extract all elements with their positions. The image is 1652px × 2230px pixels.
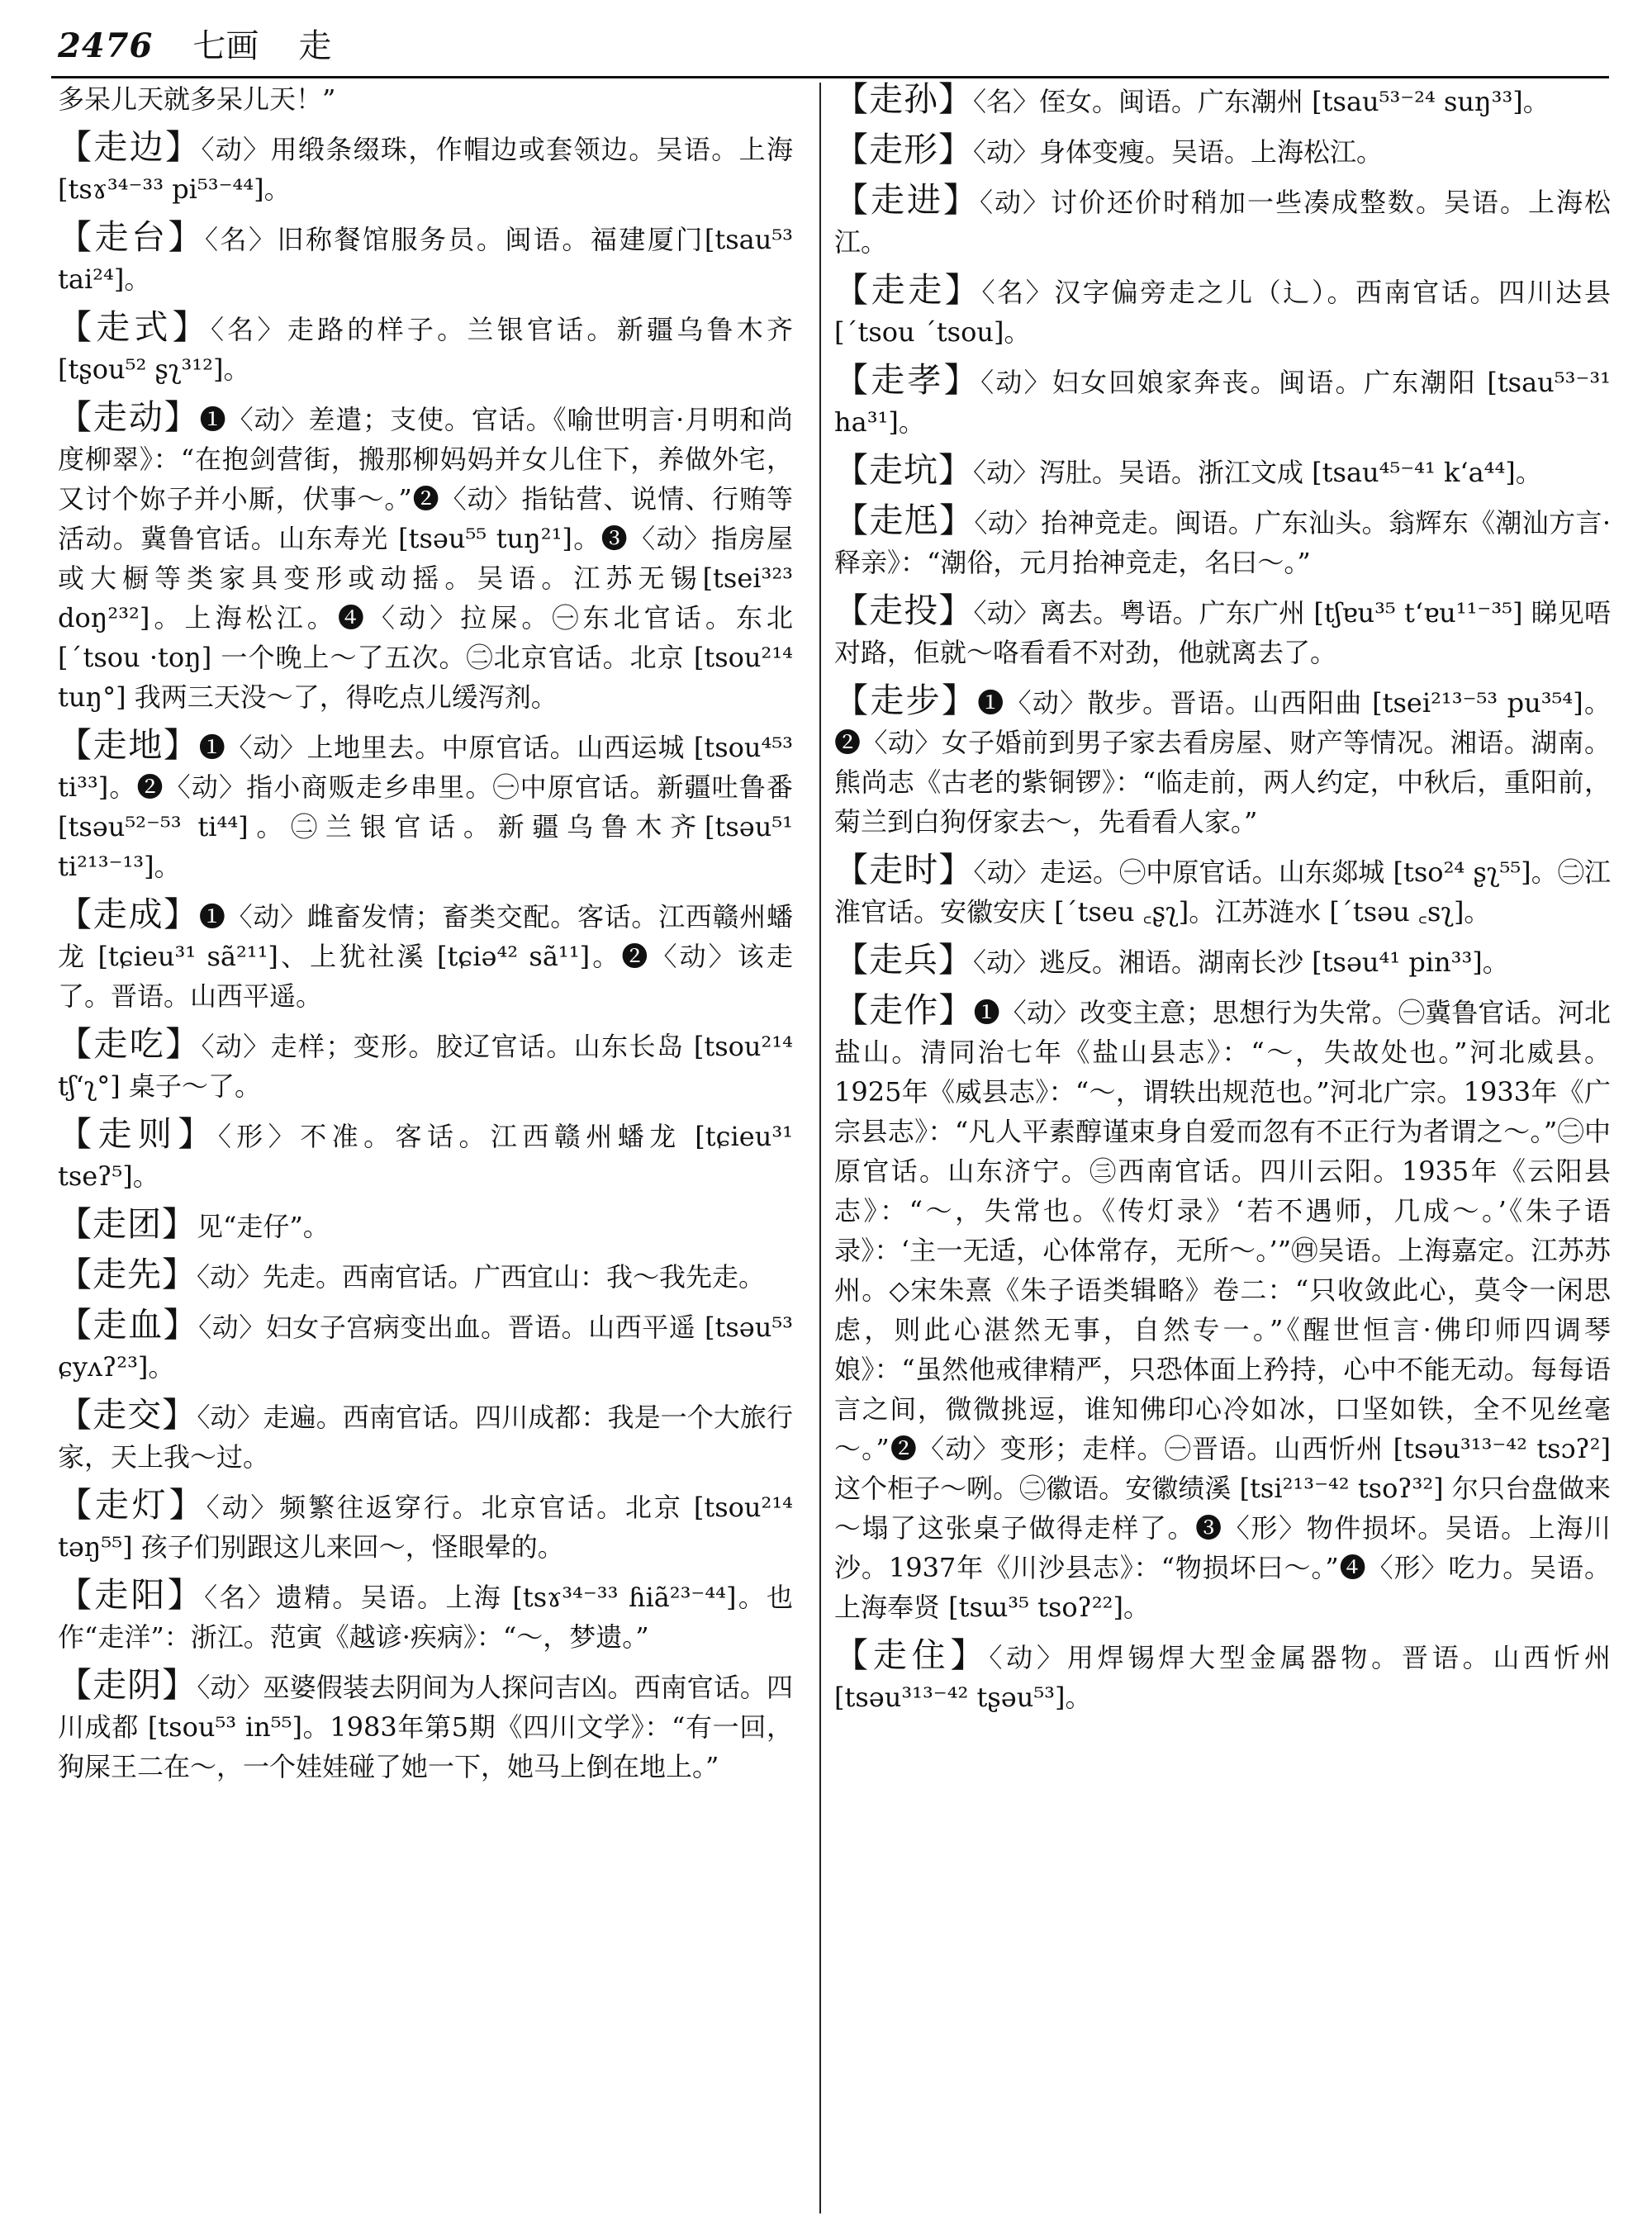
running-head [58,20,1611,73]
entry-zoucheng [58,894,793,1016]
entry-definition: 〈名〉走路的样子。兰银官话。新疆乌鲁木齐[tʂou⁵² ʂʅ³¹²]。 [58,314,793,385]
entry-headword: 【走吃】 [58,1024,202,1064]
entry-zoukeng [834,450,1611,492]
entry-definition: 〈动〉泻肚。吴语。浙江文成 [tsau⁴⁵⁻⁴¹ kʻa⁴⁴]。 [973,457,1542,488]
radical-heading: 走 [298,27,332,65]
entry-definition: 〈动〉妇女子宫病变出血。晋语。山西平遥 [tsəu⁵³ ɕyʌʔ²³]。 [58,1312,793,1383]
entry-zoujin [834,180,1611,262]
entry-zouxing [834,130,1611,172]
entry-zouyin [58,1665,793,1786]
entry-headword: 【走兵】 [834,940,973,980]
right-column [834,79,1611,1725]
entry-definition: 〈名〉汉字偏旁走之儿（辶）。西南官话。四川达县 [ˊtsou ˊtsou]。 [834,277,1611,348]
entry-headword: 【走边】 [58,127,202,167]
entry-zoudong [58,397,793,717]
entry-zouyang [58,1575,793,1657]
entry-headword: 【走进】 [834,180,980,220]
entry-definition: 〈形〉不准。客话。江西赣州蟠龙 [tɕieu³¹ tseʔ⁵]。 [58,1121,793,1192]
entry-headword: 【走台】 [58,217,205,257]
entry-definition: 〈动〉讨价还价时稍加一些凑成整数。吴语。上海松江。 [834,187,1611,258]
entry-headword: 【走团】 [58,1204,197,1244]
entry-definition: 〈动〉先走。西南官话。广西宜山：我～我先走。 [197,1261,766,1293]
entry-zoutou [834,591,1611,672]
entry-zouzuo [834,990,1611,1627]
entry-zoubu [834,681,1611,842]
entry-headword: 【走孝】 [834,360,981,400]
entry-headword: 【走形】 [834,130,973,169]
entry-definition: ❶〈动〉雌畜发情；畜类交配。客话。江西赣州蟠龙 [tɕieu³¹ sã²¹¹]、上犹社溪 [tɕiə⁴² sã¹¹]。❷〈动〉该走了。晋语。山西平遥。 [58,901,793,1012]
stroke-section: 七画 [192,27,259,65]
entry-zoudeng [58,1485,793,1567]
entry-zoutai [58,217,793,299]
entry-headword: 【走作】 [834,990,974,1030]
entry-headword: 【走时】 [834,850,974,890]
entry-zouzou [834,270,1611,352]
entry-zouzhu [834,1635,1611,1717]
entry-definition: 〈名〉旧称餐馆服务员。闽语。福建厦门[tsau⁵³ tai²⁴]。 [58,224,793,295]
entry-zouxiao [834,360,1611,442]
entry-definition: 〈动〉走样；变形。胶辽官话。山东长岛 [tsou²¹⁴ tʃʻʅ°] 桌子～了。 [58,1031,793,1102]
entry-definition: ❶〈动〉差遣；支使。官话。《喻世明言·月明和尚度柳翠》：“在抱剑营街，搬那柳妈妈并女儿住下，养做外宅，又讨个妳子并小厮，伏事～。”❷〈动〉指钻营、说情、行贿等活动。冀鲁官话。山东寿光 [tsəu⁵⁵ tuŋ²¹]。❸〈动〉指房屋或大橱等类家具变形或动摇。吴语。江苏无锡[tsei³²³ doŋ²³²]。上海松江。❹〈动〉拉屎。㊀东北官话。东北 [ˊtsou ·toŋ] 一个晚上～了五次。㊁北京官话。北京 [tsou²¹⁴ tuŋ°] 我两三天没～了，得吃点儿缓泻剂。 [58,404,793,713]
entry-zousun [834,79,1611,121]
entry-headword: 【走先】 [58,1255,197,1294]
entry-definition: ❶〈动〉改变主意；思想行为失常。㊀冀鲁官话。河北盐山。清同治七年《盐山县志》：“～，失故处也。”河北威县。1925年《威县志》：“～，谓轶出规范也。”河北广宗。1933年《广宗县志》：“凡人平素醇谨束身自爱而忽有不正行为者谓之～。”㊁中原官话。山东济宁。㊂西南官话。四川云阳。1935年《云阳县志》：“～，失常也。《传灯录》‘若不遇师，几成～。’《朱子语录》：‘主一无适，心体常存，无所～。’”㊃吴语。上海嘉定。江苏苏州。◇宋朱熹《朱子语类辑略》卷二：“只收敛此心，莫令一闲思虑，则此心湛然无事，自然专一。”《醒世恒言·佛印师四调琴娘》：“虽然他戒律精严，只恐体面上矜持，心中不能无动。每每语言之间，微微挑逗，谁知佛印心冷如冰，口坚如铁，全不见丝毫～。”❷〈动〉变形；走样。㊀晋语。山西忻州 [tsəu³¹³⁻⁴² tsɔʔ²] 这个柜子～咧。㊁徽语。安徽绩溪 [tsi²¹³⁻⁴² tsoʔ³²] 尔只台盘做来～塌了这张桌子做得走样了。❸〈形〉物件损坏。吴语。上海川沙。1937年《川沙县志》：“物损坏曰～。”❹〈形〉吃力。吴语。上海奉贤 [tsɯ³⁵ tsoʔ²²]。 [834,997,1611,1623]
entry-headword: 【走投】 [834,591,974,630]
entry-zoudi [58,725,793,886]
entry-definition: ❶〈动〉上地里去。中原官话。山西运城 [tsou⁴⁵³ ti³³]。❷〈动〉指小商贩走乡串里。㊀中原官话。新疆吐鲁番[tsəu⁵²⁻⁵³ ti⁴⁴]。㊁兰银官话。新疆乌鲁木齐[tsəu⁵¹ ti²¹³⁻¹³]。 [58,732,793,882]
entry-definition: 〈动〉身体变瘦。吴语。上海松江。 [973,136,1384,168]
entry-headword: 【走住】 [834,1635,990,1675]
entry-headword: 【走尪】 [834,501,975,540]
entry-zoushi [58,307,793,389]
entry-zouxian [58,1255,793,1297]
entry-zoubing [834,940,1611,982]
entry-zouchi [58,1024,793,1106]
entry-definition: 见“走仔”。 [197,1211,330,1242]
entry-definition: 〈动〉妇女回娘家奔丧。闽语。广东潮阳 [tsau⁵³⁻³¹ ha³¹]。 [834,367,1611,438]
header-rule [51,76,1609,78]
entry-headword: 【走交】 [58,1395,197,1435]
entry-headword: 【走阳】 [58,1575,205,1615]
entry-definition: 〈动〉抬神竞走。闽语。广东汕头。翁辉东《潮汕方言·释亲》：“潮俗，元月抬神竞走，名曰～。” [834,507,1611,578]
entry-definition: 〈动〉巫婆假装去阴间为人探问吉凶。西南官话。四川成都 [tsou⁵³ in⁵⁵]。1983年第5期《四川文学》：“有一回，狗屎王二在～，一个娃娃碰了她一下，她马上倒在地上。” [58,1672,793,1782]
entry-definition: 〈名〉遗精。吴语。上海 [tsɤ³⁴⁻³³ ɦiã²³⁻⁴⁴]。也作“走洋”：浙江。范寅《越谚·疾病》：“～，梦遗。” [58,1582,793,1653]
entry-headword: 【走则】 [58,1114,218,1154]
entry-headword: 【走走】 [834,270,982,310]
entry-definition: 〈名〉侄女。闽语。广东潮州 [tsau⁵³⁻²⁴ suŋ³³]。 [973,86,1550,117]
entry-definition: 〈动〉逃反。湘语。湖南长沙 [tsəu⁴¹ pin³³]。 [973,947,1509,978]
entry-headword: 【走成】 [58,894,199,934]
entry-headword: 【走动】 [58,397,200,437]
entry-zouxue [58,1305,793,1387]
continuation-text: 多呆儿天就多呆儿天！” [58,83,336,115]
entry-headword: 【走步】 [834,681,978,720]
entry-zoutuan [58,1204,793,1246]
entry-headword: 【走血】 [58,1305,199,1345]
entry-definition: ❶〈动〉散步。晋语。山西阳曲 [tsei²¹³⁻⁵³ pu³⁵⁴]。❷〈动〉女子婚前到男子家去看房屋、财产等情况。湘语。湖南。熊尚志《古老的紫铜锣》：“临走前，两人约定，中秋后，重阳前，菊兰到白狗伢家去～，先看看人家。” [834,687,1611,837]
entry-zoubian [58,127,793,209]
entry-headword: 【走灯】 [58,1485,206,1525]
entry-definition: 〈动〉频繁往返穿行。北京官话。北京 [tsou²¹⁴ təŋ⁵⁵] 孩子们别跟这儿来回～，怪眼晕的。 [58,1492,793,1563]
entry-headword: 【走阴】 [58,1665,197,1705]
entry-headword: 【走式】 [58,307,211,347]
entry-definition: 〈动〉离去。粤语。广东广州 [tʃɐu³⁵ tʻɐu¹¹⁻³⁵] 睇见唔对路，佢就～咯看看不对劲，他就离去了。 [834,597,1611,668]
entry-zoushi-time [834,850,1611,932]
entry-headword: 【走地】 [58,725,199,765]
entry-definition: 〈动〉走运。㊀中原官话。山东郯城 [tso²⁴ ʂʅ⁵⁵]。㊁江淮官话。安徽安庆 [ˊtseu ꜀ʂʅ]。江苏涟水 [ˊtsəu ꜀sʅ]。 [834,856,1611,928]
entry-zouze [58,1114,793,1196]
entry-headword: 【走坑】 [834,450,973,490]
entry-headword: 【走孙】 [834,79,973,119]
entry-definition: 〈动〉用缎条缀珠，作帽边或套领边。吴语。上海[tsɤ³⁴⁻³³ pi⁵³⁻⁴⁴]。 [58,134,793,205]
column-divider [819,83,821,2213]
page-number: 2476 [58,26,154,65]
entry-definition: 〈动〉用焊锡焊大型金属器物。晋语。山西忻州 [tsəu³¹³⁻⁴² tʂəu⁵³]。 [834,1642,1611,1713]
entry-zouwang [834,501,1611,582]
left-column [58,79,793,1795]
entry-zoujiao [58,1395,793,1477]
entry-definition: 〈动〉走遍。西南官话。四川成都：我是一个大旅行家，天上我～过。 [58,1402,793,1473]
